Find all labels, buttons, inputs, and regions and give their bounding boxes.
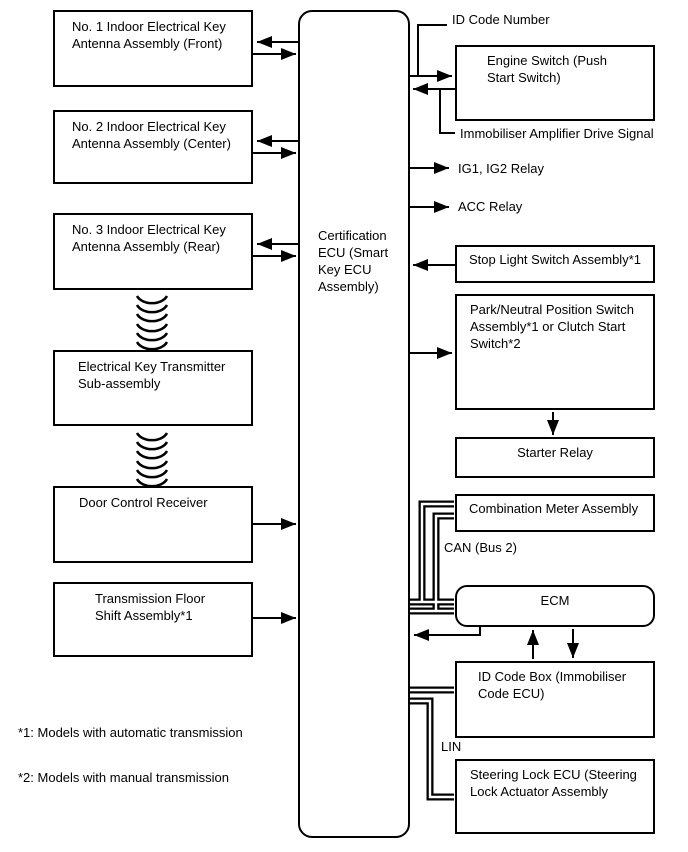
- box-engine-switch: [455, 45, 655, 121]
- box-engine-switch-label: Engine Switch (Push Start Switch): [487, 53, 607, 85]
- box-park-neutral-switch: [455, 294, 655, 410]
- label-acc-relay: ACC Relay: [458, 199, 523, 214]
- box-combination-meter: [455, 494, 655, 532]
- box-starter-relay-label: Starter Relay: [517, 445, 593, 460]
- box-combination-meter-label: Combination Meter Assembly: [469, 501, 639, 516]
- leader-id-code-number: [418, 25, 447, 76]
- box-door-control-receiver-label: Door Control Receiver: [79, 495, 208, 510]
- can-bus-line: [410, 504, 454, 611]
- footnote-2: *2: Models with manual transmission: [18, 770, 229, 785]
- box-certification-ecu-label: Certification ECU (Smart Key ECU Assembly): [318, 228, 389, 294]
- label-can-bus: CAN (Bus 2): [444, 540, 517, 555]
- leader-immobiliser-signal: [440, 89, 455, 133]
- box-no1-indoor-antenna: [53, 10, 253, 87]
- signal-leader-lines: [418, 25, 455, 133]
- box-stop-light-switch-label: Stop Light Switch Assembly*1: [469, 252, 641, 267]
- box-steering-lock-ecu: [455, 759, 655, 834]
- box-starter-relay: [455, 437, 655, 478]
- box-no2-indoor-antenna-label: No. 2 Indoor Electrical Key Antenna Assembly (Center): [72, 119, 231, 151]
- box-id-code-box: [455, 661, 655, 738]
- box-key-transmitter: [53, 350, 253, 426]
- box-stop-light-switch: [455, 245, 655, 283]
- box-transmission-floor-shift: [53, 582, 253, 657]
- arrows-left-column: [253, 42, 298, 618]
- box-transmission-floor-shift-label: Transmission Floor Shift Assembly*1: [95, 591, 206, 623]
- label-lin-bus: LIN: [441, 739, 462, 754]
- box-no2-indoor-antenna: [53, 110, 253, 184]
- box-key-transmitter-label: Electrical Key Transmitter Sub-assembly: [78, 359, 226, 391]
- box-steering-lock-ecu-label: Steering Lock ECU (Steering Lock Actuator Assembly: [470, 767, 637, 799]
- label-immobiliser-signal: Immobiliser Amplifier Drive Signal: [460, 126, 654, 141]
- label-ig-relay: IG1, IG2 Relay: [458, 161, 544, 176]
- box-ecm: [455, 585, 655, 627]
- box-park-neutral-switch-label: Park/Neutral Position Switch Assembly*1 or Clutch Start Switch*2: [470, 302, 635, 351]
- box-door-control-receiver: [53, 486, 253, 563]
- label-id-code-number: ID Code Number: [452, 12, 550, 27]
- wireless-symbol-1: [137, 296, 167, 349]
- footnote-1: *1: Models with automatic transmission: [18, 725, 243, 740]
- wireless-symbol-2: [137, 433, 167, 486]
- box-certification-ecu: [298, 10, 410, 838]
- box-no3-indoor-antenna: [53, 213, 253, 290]
- box-ecm-label: ECM: [540, 593, 570, 608]
- arrow-ecm-to-ecu: [414, 627, 480, 635]
- box-id-code-box-label: ID Code Box (Immobiliser Code ECU): [478, 669, 627, 701]
- box-no3-indoor-antenna-label: No. 3 Indoor Electrical Key Antenna Assembly (Rear): [72, 222, 226, 254]
- box-no1-indoor-antenna-label: No. 1 Indoor Electrical Key Antenna Assembly (Front): [72, 19, 226, 51]
